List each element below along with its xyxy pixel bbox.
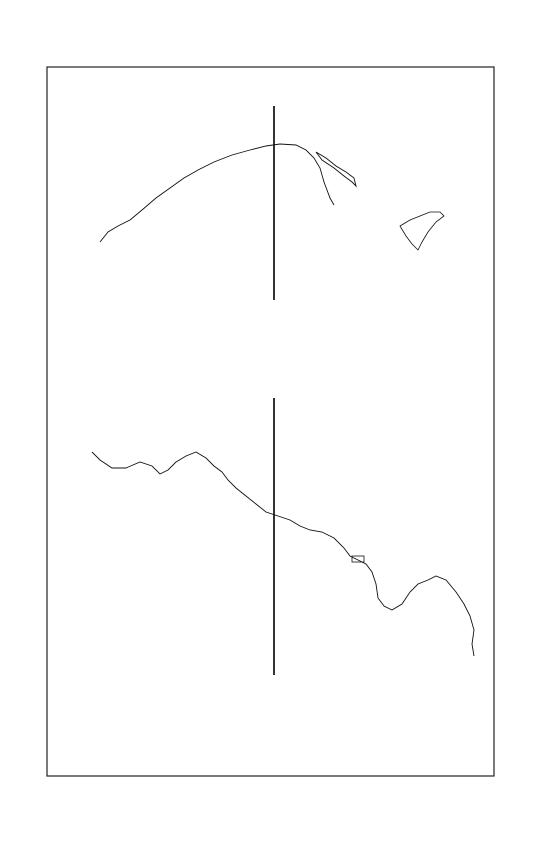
zone-sheet-layout-figure — [46, 66, 495, 777]
lagoon-path — [400, 212, 444, 250]
southern-border-path — [92, 452, 474, 656]
coastline-path — [100, 144, 356, 242]
boundary-marker-box — [352, 556, 364, 562]
